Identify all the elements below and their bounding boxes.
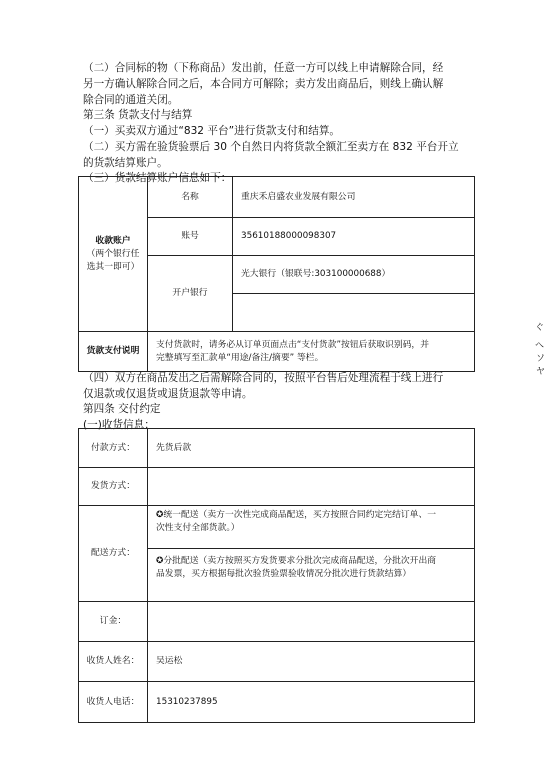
account-group-note-2: 选其一即可）	[86, 261, 140, 272]
payment-note-cell	[148, 332, 475, 372]
section-2-line-2: 的货款结算账户。	[83, 157, 168, 169]
account-table	[78, 176, 475, 372]
article-3-heading: 第三条 货款支付与结算	[83, 109, 193, 121]
payment-note-line-2: 完整填写至汇款单“用途/备注/摘要” 等栏。	[156, 352, 324, 363]
deposit-value	[148, 602, 475, 642]
receiver-phone-value: 15310237895	[148, 682, 475, 723]
payment-note-line-1: 支付货款时，请务必从订单页面点击“支付货款”按钮后获取识别码，并	[156, 339, 430, 350]
para-1-line-2: 另一方确认解除合同之后，本合同方可解除；卖方发出商品后，则线上确认解	[83, 78, 444, 90]
receiver-name-value: 吴运松	[148, 642, 475, 682]
distribution-option-batch	[148, 549, 474, 601]
payment-note-label: 货款支付说明	[79, 332, 148, 372]
receiver-name-label: 收货人姓名：	[79, 642, 148, 682]
distribution-options-cell	[148, 506, 475, 602]
section-4-line-1: （四）双方在商品发出之后需解除合同的，按照平台售后处理流程于线上进行	[83, 372, 444, 384]
section-2-line-1: （二）买方需在验货验票后 30 个自然日内将货款全额汇至卖方在 832 平台开立	[83, 141, 459, 153]
bank-value-cell	[233, 256, 475, 332]
payment-method-value: 先货后款	[148, 429, 475, 468]
delivery-info-heading: (一)收货信息：	[83, 419, 155, 431]
account-group-cell	[79, 177, 148, 332]
article-4-heading: 第四条 交付约定	[83, 403, 161, 415]
distribution-option-unified	[148, 506, 474, 549]
para-1-line-1: （二）合同标的物（下称商品）发出前，任意一方可以线上申请解除合同，经	[83, 62, 444, 74]
deposit-label: 订金：	[79, 602, 148, 642]
distribution-option-batch-line-2: 品发票，买方根据每批次验货验票验收情况分批次进行货款结算）	[156, 569, 412, 579]
section-1-text: （一）买卖双方通过“832 平台”进行货款支付和结算。	[83, 125, 341, 137]
para-1-line-3: 除合同的通道关闭。	[83, 94, 179, 106]
side-mark-3: ソ	[536, 354, 546, 364]
side-mark-4: ヤ	[536, 367, 546, 377]
side-mark-2: へ	[535, 341, 545, 351]
bank-label: 开户银行	[148, 256, 233, 332]
receiver-phone-label: 收货人电话：	[79, 682, 148, 723]
account-number-value: 35610188000098307	[233, 218, 475, 256]
distribution-option-batch-line-1: ✪分批配送（卖方按照买方发货要求分批次完成商品配送，分批次开出商	[156, 556, 437, 566]
bank-value: 光大银行（银联号:303100000688）	[233, 256, 474, 294]
account-number-label: 账号	[148, 218, 233, 256]
side-mark-1: ぐ	[535, 323, 545, 333]
distribution-option-unified-line-2: 次性支付全部货款。）	[156, 523, 240, 533]
distribution-method-label: 配送方式：	[79, 506, 148, 602]
payment-method-label: 付款方式：	[79, 429, 148, 468]
name-value: 重庆禾启盛农业发展有限公司	[233, 177, 475, 218]
name-label: 名称	[148, 177, 233, 218]
account-group-note-1: （两个银行任	[86, 248, 140, 259]
section-3-text: （三）货款结算账户信息如下：	[83, 172, 232, 184]
delivery-table	[78, 428, 475, 723]
shipping-method-label: 发货方式：	[79, 468, 148, 506]
shipping-method-value	[148, 468, 475, 506]
account-group-label: 收款账户	[95, 235, 131, 246]
section-4-line-2: 仅退款或仅退货或退货退款等申请。	[83, 388, 253, 400]
bank-value-empty	[233, 294, 474, 331]
distribution-option-unified-line-1: ✪统一配送（卖方一次性完成商品配送，买方按照合同约定完结订单、一	[156, 510, 437, 520]
